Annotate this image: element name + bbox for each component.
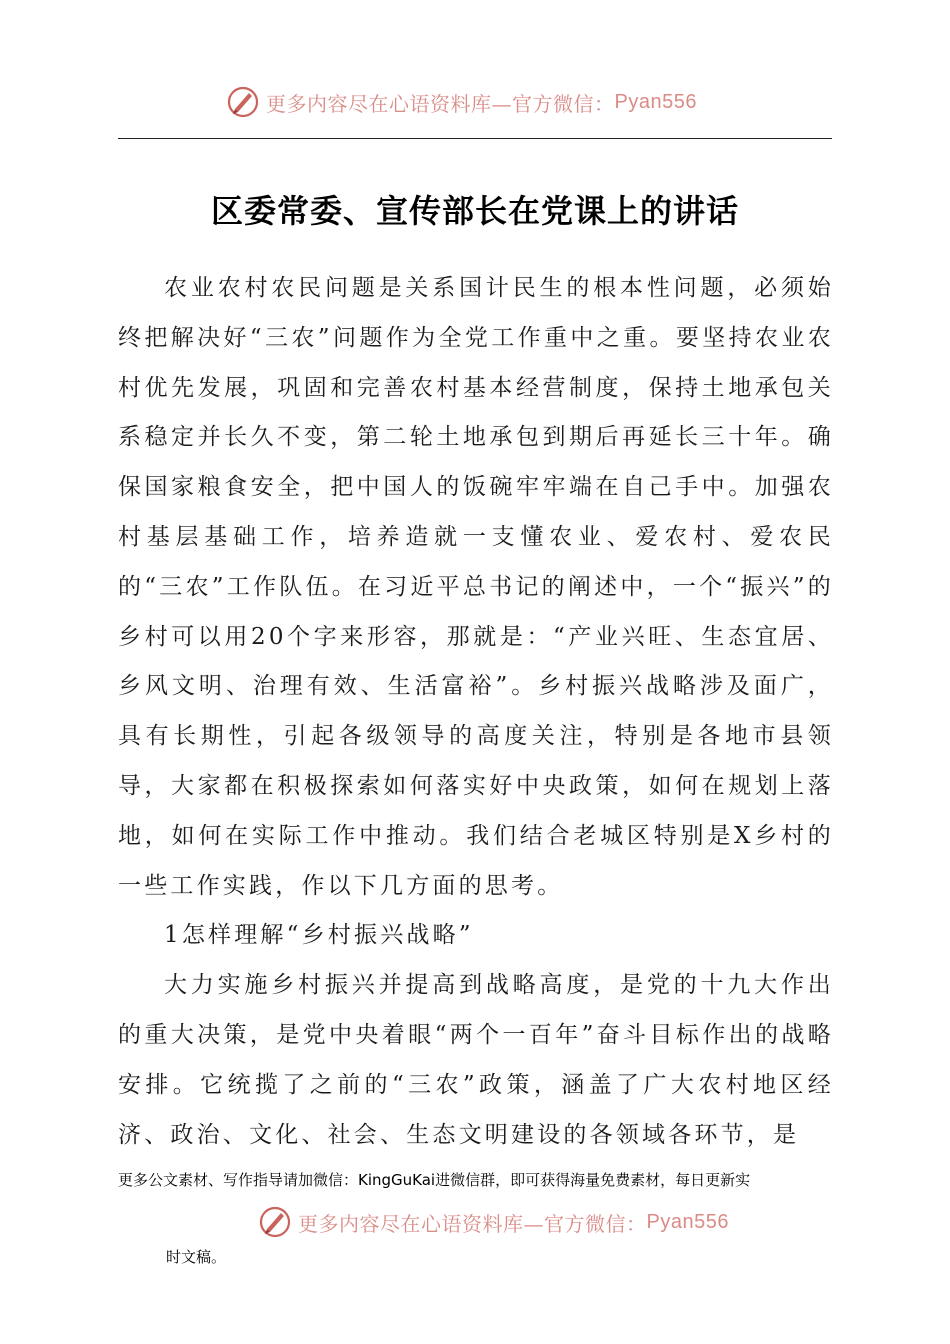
watermark-wechat-id: Pyan556 — [614, 90, 697, 113]
watermark-wechat-id: Pyan556 — [646, 1210, 729, 1233]
footer-watermark — [258, 1204, 729, 1240]
watermark-text: 更多内容尽在心语资料库—官方微信： — [266, 91, 615, 116]
header-watermark — [226, 84, 697, 120]
section-heading: 1怎样理解“乡村振兴战略” — [164, 922, 474, 949]
header-divider — [118, 138, 832, 139]
footer-note: 更多公文素材、写作指导请加微信：KingGuKai进微信群，即可获得海量免费素材，每日更新实 — [118, 1171, 751, 1189]
footer-note-continuation: 时文稿。 — [166, 1248, 227, 1266]
body-paragraph: 农业农村农民问题是关系国计民生的根本性问题，必须始终把解决好“三农”问题作为全党工作重中之重。要坚持农业农村优先发展，巩固和完善农村基本经营制度，保持土地承包关系稳定并长久不变，第二轮土地承包到期后再延长三十年。确保国家粮食安全，把中国人的饭碗牢牢端在自己手中。加强农村基层基础工作，培养造就一支懂农业、爱农村、爱农民的“三农”工作队伍。在习近平总书记的阐述中，一个“振兴”的乡村可以用20个字来形容，那就是：“产业兴旺、生态宜居、乡风文明、治理有效、生活富裕”。乡村振兴战略涉及面广，具有长期性，引起各级领导的高度关注，特别是各地市县领导，大家都在积极探索如何落实好中央政策，如何在规划上落地，如何在实际工作中推动。我们结合老城区特别是X乡村的一些工作实践，作以下几方面的思考。 — [118, 275, 834, 899]
body-paragraph: 大力实施乡村振兴并提高到战略高度，是党的十九大作出的重大决策，是党中央着眼“两个一百年”奋斗目标作出的战略安排。它统揽了之前的“三农”政策，涵盖了广大农村地区经济、政治、文化、社会、生态文明建设的各领域各环节，是 — [118, 972, 834, 1148]
document-title: 区委常委、宣传部长在党课上的讲话 — [210, 192, 739, 230]
pen-seal-logo-icon — [258, 1205, 292, 1239]
pen-seal-logo-icon — [226, 85, 260, 119]
document-body — [118, 264, 834, 1160]
watermark-text: 更多内容尽在心语资料库—官方微信： — [298, 1211, 647, 1236]
